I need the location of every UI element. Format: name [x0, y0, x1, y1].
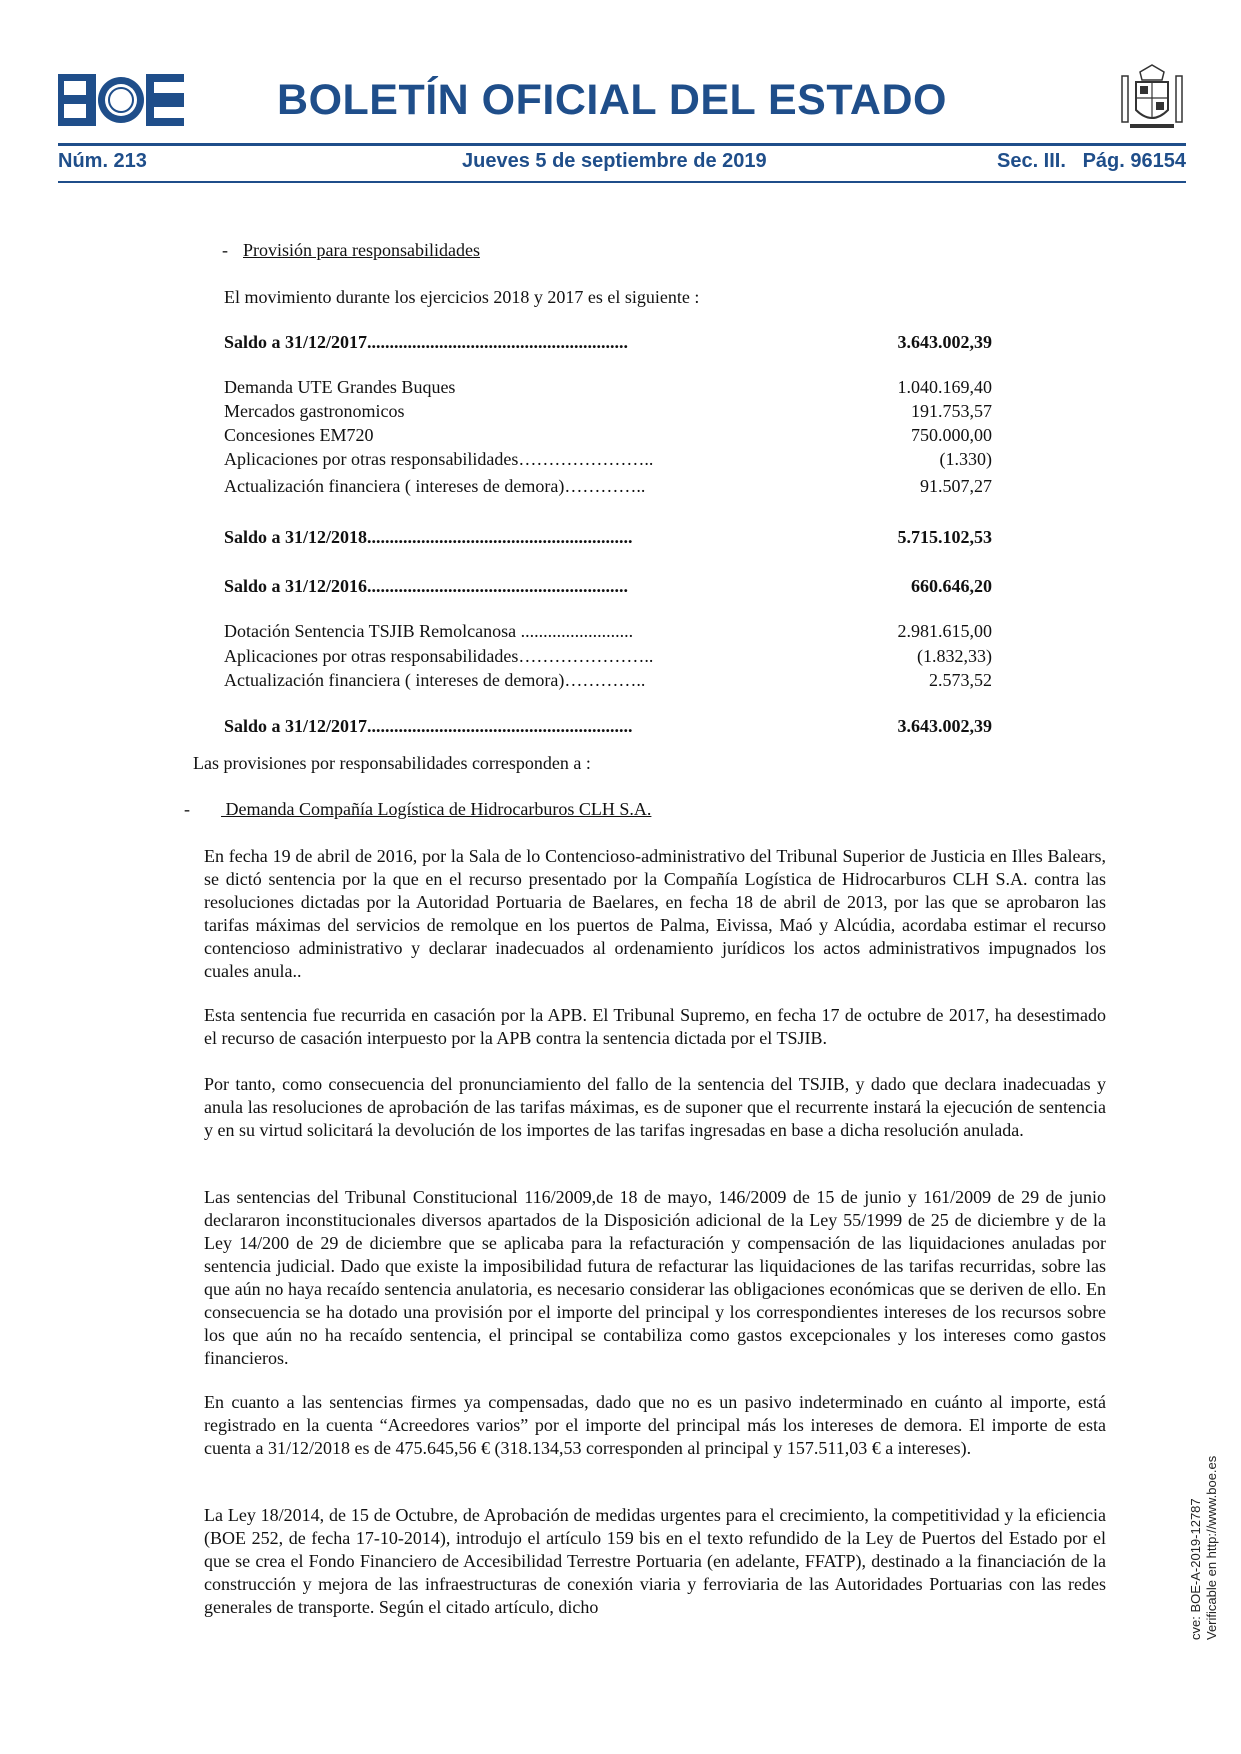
- header-rule-bottom: [58, 181, 1186, 183]
- table-row-amount: 750.000,00: [911, 425, 992, 445]
- provision-heading: Provisión para responsabilidades: [243, 240, 480, 260]
- provision-correspond: Las provisiones por responsabilidades corresponden a :: [193, 753, 591, 773]
- provision-intro: El movimiento durante los ejercicios 2018 y 2017 es el siguiente :: [224, 287, 700, 307]
- paragraph: Las sentencias del Tribunal Constitucional 116/2009,de 18 de mayo, 146/2009 de 15 de junio y 161/2009 de 29 de junio declararon inconstitucionales diversos apartados de la Disposición adicional de la Ley 55/1999 de 25 de diciembre y de la Ley 14/200 de 29 de diciembre que se aplicaba para la refacturación y compensación de las liquidaciones anuladas por sentencia judicial. Dado que existe la imposibilidad futura de refacturar las liquidaciones de las tarifas recurridas, sobre las que aún no haya recaído sentencia anulatoria, es necesario considerar las obligaciones económicas que se deriven de ello. En consecuencia se ha dotado una provisión por el importe del principal y los correspondientes intereses de los recursos sobre los que aún no ha recaído sentencia, el principal se contabiliza como gastos excepcionales y los intereses como gastos financieros.: [204, 1187, 1106, 1368]
- header-title: BOLETÍN OFICIAL DEL ESTADO: [277, 76, 947, 124]
- paragraph: En fecha 19 de abril de 2016, por la Sala de lo Contencioso-administrativo del Tribunal Superior de Justicia en Illes Balears, se dictó sentencia por la que en el recurso presentado por la Compañía Logística de Hidrocarburos CLH S.A. contra las resoluciones dictadas por la Autoridad Portuaria de Baelares, en fecha 18 de abril de 2013, por las que se aprobaron las tarifas máximas del servicios de remolque en los puertos de Palma, Eivissa, Maó y Alcúdia, acordaba estimar el recurso contencioso administrativo y declarar inadecuados al ordenamiento jurídicos los actos administrativos impugnados los cuales anula..: [204, 846, 1106, 981]
- table-row-amount: 3.643.002,39: [897, 332, 992, 352]
- provision-heading-dash: -: [222, 240, 228, 260]
- table-row-amount: 2.573,52: [929, 670, 992, 690]
- table-row-label: Dotación Sentencia TSJIB Remolcanosa .........................: [224, 621, 634, 641]
- table-row-amount: 660.646,20: [911, 576, 992, 596]
- table-row-label: Aplicaciones por otras responsabilidades…………………..: [224, 449, 654, 469]
- table-row-amount: (1.330): [939, 449, 992, 469]
- table-row-label: Saldo a 31/12/2017..........................................................: [224, 332, 629, 352]
- table-row-amount: 191.753,57: [911, 401, 992, 421]
- clh-heading: Demanda Compañía Logística de Hidrocarburos CLH S.A.: [221, 799, 652, 819]
- table-row-label: Actualización financiera ( intereses de demora)…………..: [224, 670, 646, 690]
- table-row-label: Concesiones EM720: [224, 425, 374, 445]
- table-row-label: Actualización financiera ( intereses de demora)…………..: [224, 476, 646, 496]
- table-row-amount: 1.040.169,40: [897, 377, 992, 397]
- table-row-amount: 2.981.615,00: [897, 621, 992, 641]
- table-row-amount: 3.643.002,39: [897, 716, 992, 736]
- table-row-label: Aplicaciones por otras responsabilidades…………………..: [224, 646, 654, 666]
- header-rule-top: [58, 143, 1186, 146]
- paragraph: En cuanto a las sentencias firmes ya compensadas, dado que no es un pasivo indeterminado en cuánto al importe, está registrado en la cuenta “Acreedores varios” por el importe del principal más los intereses de demora. El importe de esta cuenta a 31/12/2018 es de 475.645,56 € (318.134,53 corresponden al principal y 157.511,03 € a intereses).: [204, 1392, 1106, 1458]
- table-row-label: Saldo a 31/12/2017...........................................................: [224, 716, 633, 736]
- issue-date: Jueves 5 de septiembre de 2019: [462, 150, 767, 172]
- table-row-amount: 5.715.102,53: [897, 527, 992, 547]
- clh-heading-dash: -: [184, 799, 190, 819]
- paragraph: Esta sentencia fue recurrida en casación por la APB. El Tribunal Supremo, en fecha 17 de octubre de 2017, ha desestimado el recurso de casación interpuesto por la APB contra la sentencia dictada por el TSJIB.: [204, 1005, 1106, 1048]
- table-row-label: Mercados gastronomicos: [224, 401, 405, 421]
- issue-number: Núm. 213: [58, 150, 147, 172]
- section-page: Sec. III. Pág. 96154: [996, 150, 1186, 172]
- paragraph: La Ley 18/2014, de 15 de Octubre, de Aprobación de medidas urgentes para el crecimiento, la competitividad y la eficiencia (BOE 252, de fecha 17-10-2014), introdujo el artículo 159 bis en el texto refundido de la Ley de Puertos del Estado por el que se crea el Fondo Financiero de Accesibilidad Terrestre Portuaria (en adelante, FFATP), destinado a la financiación de la construcción y mejora de las infraestructuras de conexión viaria y ferroviaria de las Autoridades Portuarias con las redes generales de transporte. Según el citado artículo, dicho: [204, 1505, 1106, 1617]
- table-row-amount: 91.507,27: [920, 476, 992, 496]
- header-meta-row: [58, 150, 1186, 176]
- table-row-label: Demanda UTE Grandes Buques: [224, 377, 456, 397]
- table-row-amount: (1.832,33): [917, 646, 992, 666]
- paragraph: Por tanto, como consecuencia del pronunciamiento del fallo de la sentencia del TSJIB, y dado que declara inadecuadas y anula las resoluciones de aprobación de las tarifas máximas, es de suponer que el recurrente instará la ejecución de sentencia y en su virtud solicitará la devolución de los importes de las tarifas ingresadas en base a dicha resolución anulada.: [204, 1074, 1106, 1140]
- verify-link[interactable]: Verificable en http://www.boe.es: [1204, 1455, 1219, 1640]
- table-row-label: Saldo a 31/12/2018...........................................................: [224, 527, 633, 547]
- table-row-label: Saldo a 31/12/2016..........................................................: [224, 576, 629, 596]
- boe-logo: [58, 74, 184, 126]
- coat-of-arms-icon: [1118, 62, 1186, 134]
- cve-code: cve: BOE-A-2019-12787: [1188, 1498, 1203, 1640]
- side-verification: [1176, 1440, 1219, 1640]
